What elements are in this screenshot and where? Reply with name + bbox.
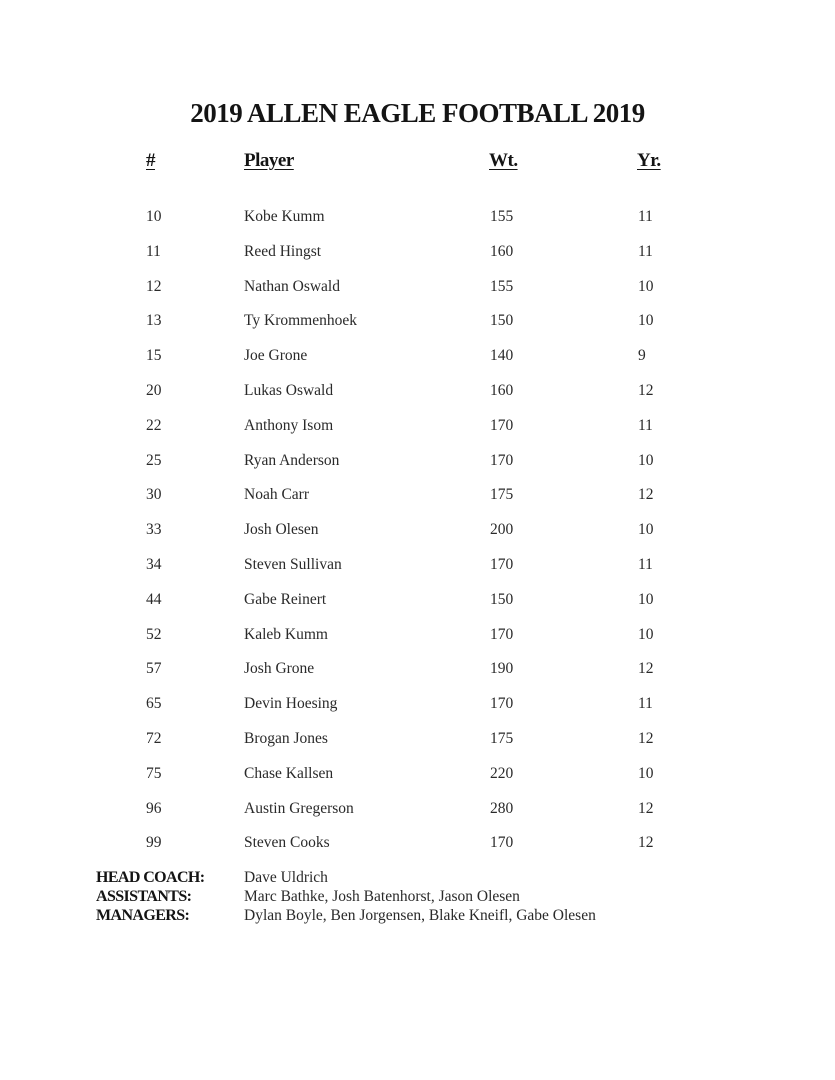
staff-line [0,907,835,926]
player-number: 15 [146,347,162,364]
player-name: Steven Sullivan [244,556,342,573]
table-row [0,626,835,648]
player-name: Kobe Kumm [244,208,325,225]
player-year: 10 [638,312,654,329]
player-number: 11 [146,243,161,260]
player-weight: 190 [490,660,514,677]
player-weight: 150 [490,591,514,608]
player-number: 22 [146,417,162,434]
table-row [0,208,835,230]
header-number: # [146,150,155,171]
player-name: Gabe Reinert [244,591,327,608]
player-name: Ryan Anderson [244,452,340,469]
table-row [0,382,835,404]
table-row [0,800,835,822]
player-number: 75 [146,765,162,782]
staff-label: ASSISTANTS: [96,888,192,905]
player-number: 20 [146,382,162,399]
player-weight: 140 [490,347,514,364]
player-weight: 200 [490,521,514,538]
staff-label: HEAD COACH: [96,869,205,886]
player-year: 10 [638,626,654,643]
player-year: 12 [638,486,654,503]
player-weight: 170 [490,417,514,434]
player-number: 57 [146,660,162,677]
player-number: 12 [146,278,162,295]
player-weight: 155 [490,278,514,295]
player-name: Anthony Isom [244,417,334,434]
player-weight: 170 [490,626,514,643]
table-row [0,695,835,717]
player-name: Austin Gregerson [244,800,354,817]
player-year: 11 [638,556,653,573]
staff-value: Marc Bathke, Josh Batenhorst, Jason Olesen [244,888,520,905]
player-number: 10 [146,208,162,225]
player-year: 11 [638,417,653,434]
table-row [0,591,835,613]
player-weight: 170 [490,834,514,851]
player-year: 10 [638,278,654,295]
player-weight: 160 [490,382,514,399]
player-year: 10 [638,765,654,782]
player-name: Reed Hingst [244,243,322,260]
player-weight: 175 [490,730,514,747]
table-row [0,278,835,300]
player-weight: 280 [490,800,514,817]
table-row [0,486,835,508]
player-year: 12 [638,730,654,747]
player-year: 10 [638,591,654,608]
player-year: 10 [638,521,654,538]
table-row [0,417,835,439]
table-row [0,312,835,334]
player-weight: 175 [490,486,514,503]
player-number: 52 [146,626,162,643]
document-title: 2019 ALLEN EAGLE FOOTBALL 2019 [190,98,645,128]
table-row [0,556,835,578]
header-year: Yr. [637,150,661,171]
player-number: 72 [146,730,162,747]
player-name: Chase Kallsen [244,765,334,782]
player-weight: 170 [490,452,514,469]
player-number: 33 [146,521,162,538]
table-row [0,730,835,752]
player-name: Steven Cooks [244,834,330,851]
table-row [0,452,835,474]
player-year: 12 [638,382,654,399]
player-weight: 220 [490,765,514,782]
player-year: 11 [638,695,653,712]
player-number: 13 [146,312,162,329]
table-row [0,660,835,682]
player-number: 25 [146,452,162,469]
player-year: 11 [638,208,653,225]
player-year: 9 [638,347,646,364]
table-row [0,765,835,787]
table-row [0,347,835,369]
player-year: 12 [638,660,654,677]
staff-label: MANAGERS: [96,907,190,924]
player-name: Nathan Oswald [244,278,340,295]
player-weight: 160 [490,243,514,260]
player-year: 11 [638,243,653,260]
staff-value: Dave Uldrich [244,869,328,886]
staff-line [0,888,835,907]
player-number: 44 [146,591,162,608]
player-name: Brogan Jones [244,730,328,747]
player-year: 12 [638,834,654,851]
player-number: 99 [146,834,162,851]
player-number: 30 [146,486,162,503]
player-number: 96 [146,800,162,817]
staff-value: Dylan Boyle, Ben Jorgensen, Blake Kneifl, Gabe Olesen [244,907,596,924]
player-year: 12 [638,800,654,817]
player-weight: 170 [490,556,514,573]
player-name: Josh Olesen [244,521,319,538]
player-weight: 150 [490,312,514,329]
staff-line [0,869,835,888]
player-name: Joe Grone [244,347,308,364]
player-name: Kaleb Kumm [244,626,328,643]
player-name: Ty Krommenhoek [244,312,357,329]
header-weight: Wt. [489,150,518,171]
player-weight: 170 [490,695,514,712]
table-row [0,834,835,856]
table-row [0,521,835,543]
table-row [0,243,835,265]
player-name: Devin Hoesing [244,695,338,712]
player-number: 65 [146,695,162,712]
header-player: Player [244,150,294,171]
player-name: Noah Carr [244,486,309,503]
player-year: 10 [638,452,654,469]
player-name: Lukas Oswald [244,382,334,399]
player-weight: 155 [490,208,514,225]
player-number: 34 [146,556,162,573]
player-name: Josh Grone [244,660,315,677]
